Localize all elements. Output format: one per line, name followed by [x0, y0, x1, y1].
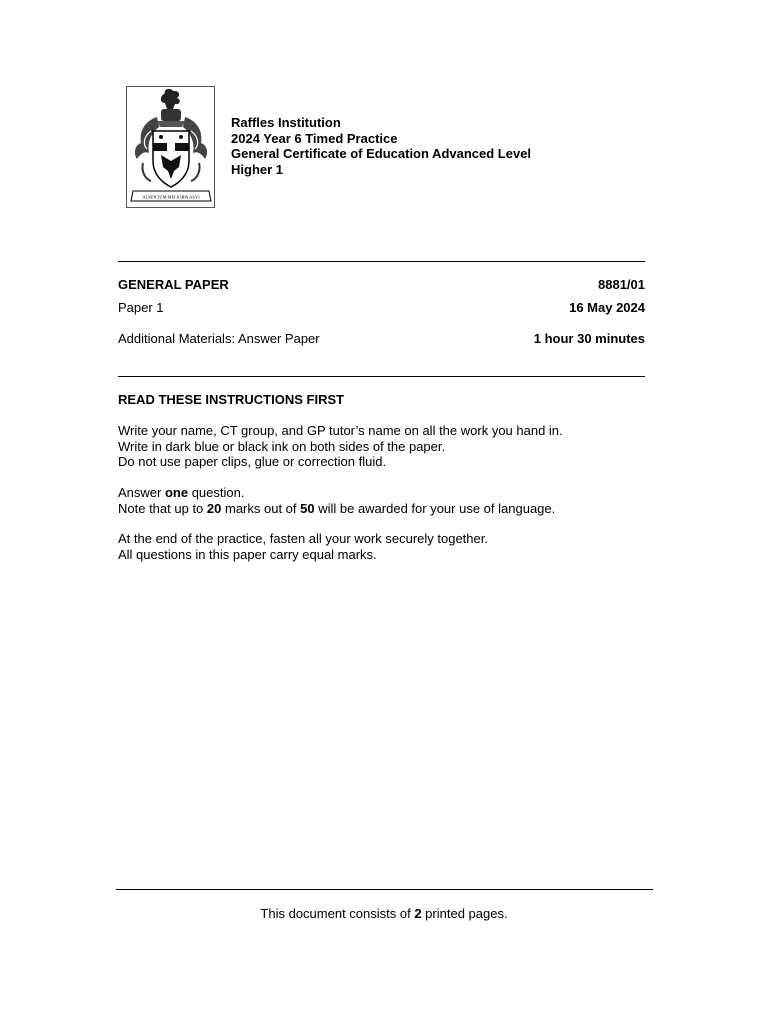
- text-fragment: This document consists of: [260, 906, 415, 921]
- materials-row: [118, 331, 645, 346]
- total-marks: 50: [300, 500, 315, 516]
- exam-duration: 1 hour 30 minutes: [533, 331, 645, 346]
- text-fragment: will be awarded for your use of language.: [314, 500, 556, 516]
- text-fragment: marks out of: [221, 500, 301, 516]
- instructions-paragraph-3: [118, 531, 488, 562]
- instructions-paragraph-1: [118, 423, 563, 470]
- instruction-line: Write your name, CT group, and GP tutor’s name on all the work you hand in.: [118, 423, 563, 438]
- instruction-line: Do not use paper clips, glue or correction fluid.: [118, 454, 387, 469]
- exam-date: 16 May 2024: [569, 300, 645, 315]
- page-count-footer: [0, 906, 768, 921]
- subject-row: [118, 277, 645, 292]
- text-fragment: printed pages.: [421, 906, 508, 921]
- institution-name: Raffles Institution: [231, 115, 341, 130]
- text-fragment: Note that up to: [118, 500, 207, 516]
- school-crest-logo: [126, 86, 215, 208]
- exam-header: [231, 115, 531, 177]
- instruction-line: At the end of the practice, fasten all your work securely together.: [118, 531, 488, 546]
- crest-icon: [127, 87, 214, 207]
- text-fragment: question.: [188, 485, 245, 500]
- instructions-paragraph-2: [118, 485, 555, 516]
- instructions-title: READ THESE INSTRUCTIONS FIRST: [118, 392, 345, 407]
- paper-code: 8881/01: [598, 277, 645, 292]
- exam-name: 2024 Year 6 Timed Practice: [231, 130, 398, 146]
- exam-level: Higher 1: [231, 161, 284, 177]
- additional-materials: Additional Materials: Answer Paper: [118, 331, 320, 346]
- text-fragment: Answer: [118, 485, 165, 500]
- certificate-name: General Certificate of Education Advanced Level: [231, 146, 532, 161]
- top-divider: [118, 261, 645, 262]
- paper-row: [118, 300, 645, 315]
- middle-divider: [118, 376, 645, 377]
- subject-title: GENERAL PAPER: [118, 277, 229, 292]
- marks-note: [118, 501, 555, 517]
- footer-divider: [116, 889, 653, 890]
- crest-motto: AUSPICIUM MELIORIS AEVI: [142, 194, 200, 200]
- answer-count: one: [164, 485, 189, 500]
- instruction-line: All questions in this paper carry equal marks.: [118, 546, 377, 562]
- language-marks: 20: [206, 500, 222, 516]
- instruction-line: Write in dark blue or black ink on both sides of the paper.: [118, 438, 446, 454]
- answer-instruction: [118, 485, 555, 501]
- page-count: 2: [414, 906, 422, 921]
- paper-number: Paper 1: [118, 300, 164, 315]
